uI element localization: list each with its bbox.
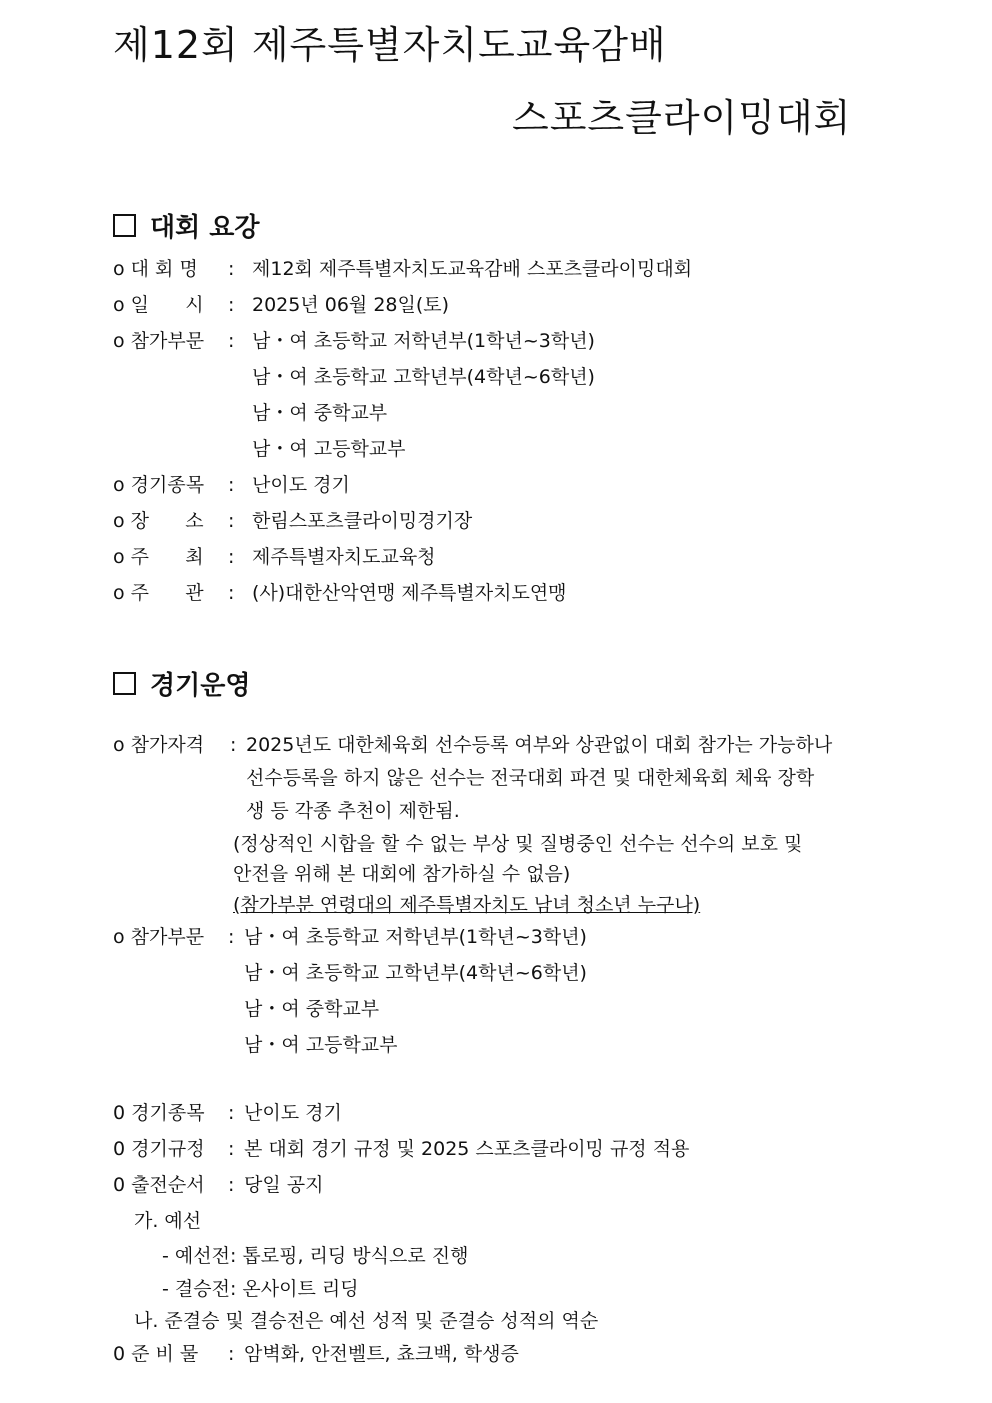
eligibility-line-1: 2025년도 대한체육회 선수등록 여부와 상관없이 대회 참가는 가능하나 [246,734,833,756]
overview-row-division-4: 남・여 고등학교부 [252,438,406,460]
overview-row-host: o 주 최 : 제주특별자치도교육청 [113,546,436,568]
overview-row-date: o 일 시 : 2025년 06월 28일(토) [113,294,450,316]
page-title-line1: 제12회 제주특별자치도교육감배 [113,23,667,67]
eligibility-colon: : [230,734,237,756]
division-label: o 참가부문 [113,926,205,948]
prelim-item-2: - 결승전: 온사이트 리딩 [162,1278,359,1300]
section-operation-heading [113,665,250,702]
overview-row-name: o 대 회 명 : 제12회 제주특별자치도교육감배 스포츠클라이밍대회 [113,258,693,280]
final-note: 나. 준결승 및 결승전은 예선 성적 및 준결승 성적의 역순 [134,1310,599,1332]
overview-row-organizer: o 주 관 : (사)대한산악연맹 제주특별자치도연맹 [113,582,567,604]
prelim-heading: 가. 예선 [134,1210,202,1232]
section-operation-title: 경기운영 [150,671,251,701]
overview-row-division-2: 남・여 초등학교 고학년부(4학년~6학년) [252,366,595,388]
prelim-item-1: - 예선전: 톱로핑, 리딩 방식으로 진행 [162,1245,469,1267]
eligibility-note-1: (정상적인 시합을 할 수 없는 부상 및 질병중인 선수는 선수의 보호 및 [233,833,803,855]
gear-row: 0 준 비 물 : 암벽화, 안전벨트, 쵸크백, 학생증 [113,1343,519,1365]
checkbox-square-icon [113,214,136,237]
overview-list [113,251,692,611]
overview-row-event: o 경기종목 : 난이도 경기 [113,474,350,496]
event-row: 0 경기종목 : 난이도 경기 [113,1102,342,1124]
division-item-1: 남・여 초등학교 저학년부(1학년~3학년) [244,926,587,948]
eligibility-label: o 참가자격 [113,734,205,756]
rules-row: 0 경기규정 : 본 대회 경기 규정 및 2025 스포츠클라이밍 규정 적용 [113,1138,690,1160]
eligibility-line-2: 선수등록을 하지 않은 선수는 전국대회 파견 및 대한체육회 체육 장학 [246,767,815,789]
eligibility-line-3: 생 등 각종 추천이 제한됨. [246,800,460,822]
division-item-4: 남・여 고등학교부 [244,1034,398,1056]
division-item-3: 남・여 중학교부 [244,998,380,1020]
section-overview-title: 대회 요강 [150,213,260,243]
division-item-2: 남・여 초등학교 고학년부(4학년~6학년) [244,962,587,984]
order-row: 0 출전순서 : 당일 공지 [113,1174,324,1196]
overview-row-division-3: 남・여 중학교부 [252,402,388,424]
overview-row-venue: o 장 소 : 한림스포츠클라이밍경기장 [113,510,473,532]
overview-row-division: o 참가부문 : 남・여 초등학교 저학년부(1학년~3학년) [113,330,595,352]
division-colon: : [228,926,235,948]
eligibility-note-underlined: (참가부분 연령대의 제주특별자치도 남녀 청소년 누구나) [233,894,701,916]
checkbox-square-icon [113,672,136,695]
eligibility-note-2: 안전을 위해 본 대회에 참가하실 수 없음) [233,863,571,885]
page-title-line2: 스포츠클라이밍대회 [512,96,852,140]
section-overview-heading [113,207,260,244]
